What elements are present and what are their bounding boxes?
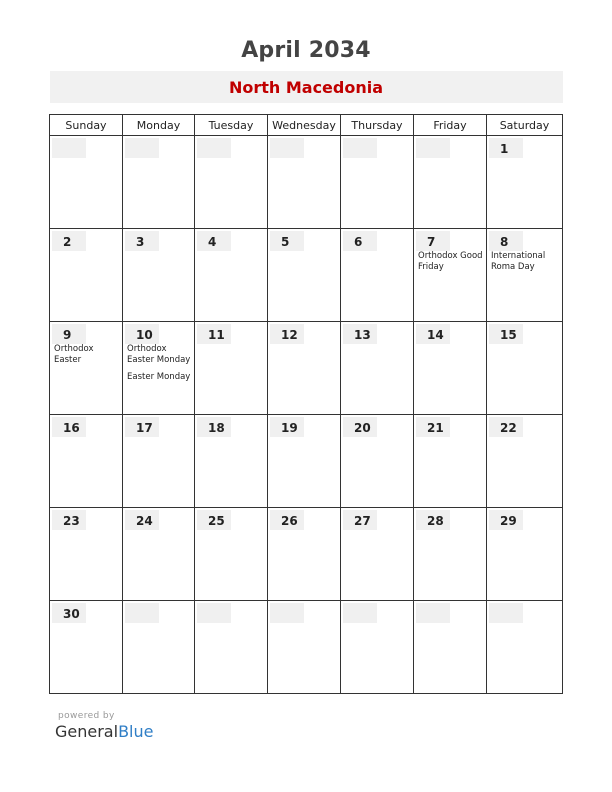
day-cell xyxy=(487,415,563,508)
day-cell xyxy=(341,136,414,229)
calendar-title: April 2034 xyxy=(241,38,371,63)
day-cell xyxy=(414,229,487,322)
brand-general: General xyxy=(55,722,119,741)
week-row xyxy=(50,601,563,694)
week-row xyxy=(50,508,563,601)
day-number: 14 xyxy=(427,328,444,342)
day-cell xyxy=(50,136,123,229)
generalblue-logo[interactable] xyxy=(55,722,153,741)
holiday-event: Orthodox Easter Monday xyxy=(127,344,191,366)
day-number: 11 xyxy=(208,328,225,342)
holiday-event: Orthodox Easter xyxy=(54,344,94,366)
week-row xyxy=(50,229,563,322)
day-number: 1 xyxy=(500,142,509,156)
day-cell xyxy=(414,601,487,694)
day-cell xyxy=(487,229,563,322)
event-list xyxy=(54,344,120,372)
country-name: North Macedonia xyxy=(228,78,384,97)
day-number: 4 xyxy=(208,235,217,249)
event-list xyxy=(491,251,560,279)
week-row xyxy=(50,415,563,508)
day-number: 16 xyxy=(63,421,80,435)
weekday-friday: Friday xyxy=(414,115,487,136)
day-number: 7 xyxy=(427,235,436,249)
day-cell xyxy=(195,229,268,322)
day-cell xyxy=(341,229,414,322)
day-number: 9 xyxy=(63,328,72,342)
weekday-monday: Monday xyxy=(123,115,195,136)
day-cell xyxy=(195,322,268,415)
day-cell xyxy=(268,229,341,322)
day-cell xyxy=(268,322,341,415)
day-cell xyxy=(195,508,268,601)
day-number: 30 xyxy=(63,607,80,621)
day-cell xyxy=(414,136,487,229)
day-number-box xyxy=(52,138,86,158)
day-cell xyxy=(268,601,341,694)
day-cell xyxy=(50,601,123,694)
day-cell xyxy=(487,601,563,694)
weekday-thursday: Thursday xyxy=(341,115,414,136)
day-cell xyxy=(123,415,195,508)
day-number: 21 xyxy=(427,421,444,435)
day-number: 25 xyxy=(208,514,225,528)
day-number: 5 xyxy=(281,235,290,249)
day-cell xyxy=(414,322,487,415)
day-cell xyxy=(123,508,195,601)
calendar-grid xyxy=(49,114,563,694)
day-cell xyxy=(341,508,414,601)
day-cell xyxy=(50,415,123,508)
day-cell xyxy=(341,601,414,694)
event-list xyxy=(418,251,484,279)
day-number: 22 xyxy=(500,421,517,435)
day-number: 19 xyxy=(281,421,298,435)
day-cell xyxy=(195,136,268,229)
weekday-tuesday: Tuesday xyxy=(195,115,268,136)
day-number-box xyxy=(197,138,231,158)
day-number: 27 xyxy=(354,514,371,528)
holiday-event: International Roma Day xyxy=(491,251,546,273)
weekday-sunday: Sunday xyxy=(50,115,123,136)
day-cell xyxy=(50,229,123,322)
weekday-saturday: Saturday xyxy=(487,115,563,136)
day-number-box xyxy=(270,603,304,623)
day-cell xyxy=(268,508,341,601)
weekday-wednesday: Wednesday xyxy=(268,115,341,136)
day-cell xyxy=(268,136,341,229)
day-number: 8 xyxy=(500,235,509,249)
day-number: 17 xyxy=(136,421,153,435)
holiday-event: Easter Monday xyxy=(127,371,191,382)
day-number: 12 xyxy=(281,328,298,342)
day-cell xyxy=(195,601,268,694)
week-row xyxy=(50,322,563,415)
day-number: 6 xyxy=(354,235,363,249)
day-cell xyxy=(268,415,341,508)
day-number: 29 xyxy=(500,514,517,528)
day-cell xyxy=(50,508,123,601)
day-number-box xyxy=(343,603,377,623)
day-number: 18 xyxy=(208,421,225,435)
day-cell xyxy=(123,601,195,694)
day-cell xyxy=(123,229,195,322)
day-number-box xyxy=(270,138,304,158)
day-number: 2 xyxy=(63,235,72,249)
day-number-box xyxy=(197,603,231,623)
day-cell xyxy=(341,415,414,508)
day-cell xyxy=(123,136,195,229)
day-cell xyxy=(487,136,563,229)
day-number: 23 xyxy=(63,514,80,528)
day-cell xyxy=(123,322,195,415)
day-number: 20 xyxy=(354,421,371,435)
day-cell xyxy=(487,508,563,601)
day-number: 28 xyxy=(427,514,444,528)
day-number-box xyxy=(343,138,377,158)
day-number-box xyxy=(416,603,450,623)
day-number: 24 xyxy=(136,514,153,528)
powered-by-text: powered by xyxy=(58,711,115,721)
day-number-box xyxy=(416,138,450,158)
day-number-box xyxy=(489,603,523,623)
day-cell xyxy=(195,415,268,508)
day-number: 15 xyxy=(500,328,517,342)
day-cell xyxy=(487,322,563,415)
day-cell xyxy=(414,508,487,601)
holiday-event: Orthodox Good Friday xyxy=(418,251,483,273)
day-cell xyxy=(341,322,414,415)
day-number: 10 xyxy=(136,328,153,342)
day-number: 26 xyxy=(281,514,298,528)
day-number: 13 xyxy=(354,328,371,342)
day-number: 3 xyxy=(136,235,145,249)
week-row xyxy=(50,136,563,229)
day-number-box xyxy=(125,138,159,158)
brand-blue: Blue xyxy=(118,722,154,741)
day-number-box xyxy=(125,603,159,623)
day-cell xyxy=(50,322,123,415)
event-list xyxy=(127,344,192,388)
day-cell xyxy=(414,415,487,508)
weekday-header-row xyxy=(50,115,563,136)
